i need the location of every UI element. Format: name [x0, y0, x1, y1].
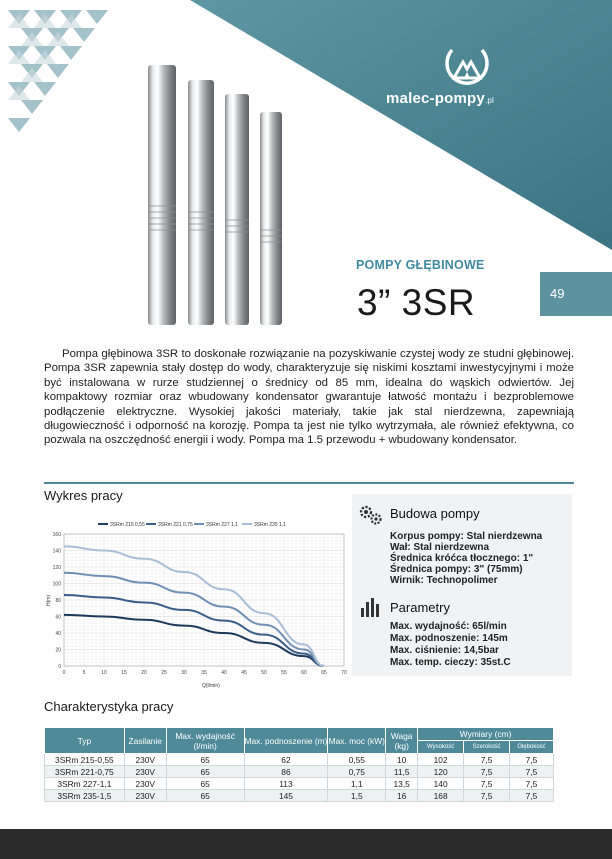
table-cell: 0,75 — [328, 766, 386, 778]
x-tick-label: 30 — [181, 670, 187, 676]
table-row — [45, 754, 554, 766]
series-line-4 — [64, 546, 324, 666]
product-title: 3” 3SR — [357, 282, 476, 323]
x-axis-label: Q(l/min) — [202, 683, 220, 689]
x-tick-label: 25 — [161, 670, 167, 676]
table-cell: 3SRm 235-1,5 — [45, 790, 125, 802]
x-tick-label: 10 — [101, 670, 107, 676]
table-cell: 13,5 — [386, 778, 418, 790]
series-line-1 — [64, 615, 324, 666]
col-glebokosc: Głębokość — [510, 741, 554, 754]
table-cell: 7,5 — [510, 766, 554, 778]
col-typ: Typ — [45, 728, 125, 754]
y-axis-label: H(m) — [46, 594, 52, 606]
legend-label: 3SRm 221 0,75 — [158, 522, 193, 528]
parametry-line-2: Max. podnoszenie: 145m — [390, 633, 508, 644]
table-cell: 140 — [418, 778, 464, 790]
table-row — [45, 778, 554, 790]
mountain-logo-icon — [444, 42, 490, 88]
table-row — [45, 790, 554, 802]
budowa-line-5: Wirnik: Technopolimer — [390, 575, 498, 586]
x-tick-label: 70 — [341, 670, 347, 676]
info-panel — [352, 494, 572, 676]
table-cell: 1,1 — [328, 778, 386, 790]
x-tick-label: 60 — [301, 670, 307, 676]
y-tick-label: 20 — [55, 647, 61, 654]
parametry-line-3: Max. ciśnienie: 14,5bar — [390, 645, 499, 656]
brand-logo — [380, 40, 580, 120]
table-cell: 230V — [124, 778, 166, 790]
performance-chart — [40, 514, 350, 689]
header-background — [0, 0, 612, 260]
table-cell: 86 — [244, 766, 328, 778]
col-szerokosc: Szerokość — [464, 741, 510, 754]
logo-text: malec-pompy.pl — [386, 90, 494, 107]
x-tick-label: 0 — [62, 670, 66, 676]
table-cell: 113 — [244, 778, 328, 790]
table-cell: 7,5 — [464, 766, 510, 778]
parametry-line-4: Max. temp. cieczy: 35st.C — [390, 657, 511, 668]
x-tick-label: 5 — [82, 670, 86, 676]
table-cell: 11,5 — [386, 766, 418, 778]
y-tick-label: 60 — [55, 614, 61, 621]
divider — [44, 482, 574, 484]
table-cell: 16 — [386, 790, 418, 802]
x-tick-label: 15 — [121, 670, 127, 676]
bar-chart-icon — [360, 596, 382, 618]
table-cell: 3SRm 221-0,75 — [45, 766, 125, 778]
x-tick-labels — [63, 670, 347, 676]
x-tick-label: 45 — [241, 670, 247, 676]
y-tick-label: 40 — [55, 630, 61, 637]
triangle-pattern — [8, 10, 108, 132]
table-cell: 7,5 — [464, 778, 510, 790]
table-cell: 65 — [166, 766, 244, 778]
table-cell: 7,5 — [464, 790, 510, 802]
table-cell: 7,5 — [510, 778, 554, 790]
parametry-line-1: Max. wydajność: 65l/min — [390, 621, 507, 632]
table-cell: 230V — [124, 754, 166, 766]
table-cell: 168 — [418, 790, 464, 802]
table-cell: 7,5 — [464, 754, 510, 766]
category-subtitle: POMPY GŁĘBINOWE — [356, 258, 485, 272]
page-number: 49 — [540, 272, 612, 316]
legend-label: 3SRm 227 1,1 — [206, 522, 238, 528]
pump-illustration — [140, 60, 300, 330]
y-tick-label: 0 — [58, 663, 61, 670]
table-heading: Charakterystyka pracy — [44, 699, 174, 714]
x-tick-label: 20 — [141, 670, 147, 676]
pump-3 — [225, 94, 249, 325]
col-wydajnosc: Max. wydajność (l/min) — [166, 728, 244, 754]
table-cell: 7,5 — [510, 754, 554, 766]
pump-1 — [148, 65, 176, 325]
table-cell: 230V — [124, 766, 166, 778]
y-tick-label: 140 — [52, 548, 61, 555]
footer-bar — [0, 829, 612, 859]
table-cell: 230V — [124, 790, 166, 802]
x-tick-label: 40 — [221, 670, 227, 676]
chart-legend — [98, 522, 286, 528]
table-cell: 62 — [244, 754, 328, 766]
col-waga: Waga (kg) — [386, 728, 418, 754]
table-cell: 102 — [418, 754, 464, 766]
gears-icon — [358, 504, 384, 526]
pump-4 — [260, 112, 282, 325]
table-cell: 1,5 — [328, 790, 386, 802]
table-cell: 0,55 — [328, 754, 386, 766]
table-row — [45, 766, 554, 778]
table-cell: 65 — [166, 778, 244, 790]
y-tick-label: 100 — [52, 581, 61, 588]
legend-label: 3SRm 235 1,1 — [254, 522, 286, 528]
spec-table — [44, 727, 554, 802]
x-tick-label: 35 — [201, 670, 207, 676]
table-cell: 7,5 — [510, 790, 554, 802]
legend-label: 3SRm 215 0,55 — [110, 522, 145, 528]
y-tick-labels — [53, 532, 62, 670]
x-tick-label: 55 — [281, 670, 287, 676]
budowa-line-3: Średnica króćca tłocznego: 1" — [390, 553, 534, 564]
intro-paragraph: Pompa głębinowa 3SR to doskonałe rozwiązanie na pozyskiwanie czystej wody ze studni głębinowej. Pompa 3SR zapewnia stały dostęp do wody, charakteryzuje się niskimi kosztami inwestycyjnymi i może być instalowana w rurze studziennej o średnicy od 85 mm, idealna do wąskich odwiertów. Jej kompaktowy rozmiar oraz wbudowany kondensator gwarantuje łatwość montażu i bezproblemowe podłączenie elektryczne. Wysokiej jakości materiały, takie jak stal nierdzewna, zapewniają długowieczność i odporność na korozję. Pompa ta jest nie tylko wytrzymała, ale również efektywna, co pozwala na oszczędność energii i wody. Pompa ma 1.5 przewodu + wbudowany kondensator. — [44, 348, 574, 447]
budowa-title: Budowa pompy — [390, 506, 480, 521]
col-podnoszenie: Max. podnoszenie (m) — [244, 728, 328, 754]
table-cell: 3SRm 227-1,1 — [45, 778, 125, 790]
x-tick-label: 50 — [261, 670, 267, 676]
y-tick-label: 80 — [55, 597, 61, 604]
table-cell: 120 — [418, 766, 464, 778]
col-wysokosc: Wysokość — [418, 741, 464, 754]
table-cell: 65 — [166, 790, 244, 802]
col-zasilanie: Zasilanie — [124, 728, 166, 754]
table-cell: 10 — [386, 754, 418, 766]
table-cell: 65 — [166, 754, 244, 766]
budowa-line-2: Wał: Stal nierdzewna — [390, 542, 490, 553]
budowa-line-4: Średnica pompy: 3" (75mm) — [390, 564, 523, 575]
col-moc: Max. moc (kW) — [328, 728, 386, 754]
budowa-line-1: Korpus pompy: Stal nierdzewna — [390, 531, 543, 542]
table-cell: 3SRm 215-0,55 — [45, 754, 125, 766]
table-cell: 145 — [244, 790, 328, 802]
pump-2 — [188, 80, 214, 325]
col-wymiary: Wymiary (cm) — [418, 728, 554, 741]
chart-heading: Wykres pracy — [44, 488, 123, 503]
parametry-title: Parametry — [390, 600, 450, 615]
y-tick-label: 160 — [52, 531, 61, 538]
chart-series — [64, 546, 324, 666]
x-tick-label: 65 — [321, 670, 327, 676]
y-tick-label: 120 — [52, 564, 61, 571]
